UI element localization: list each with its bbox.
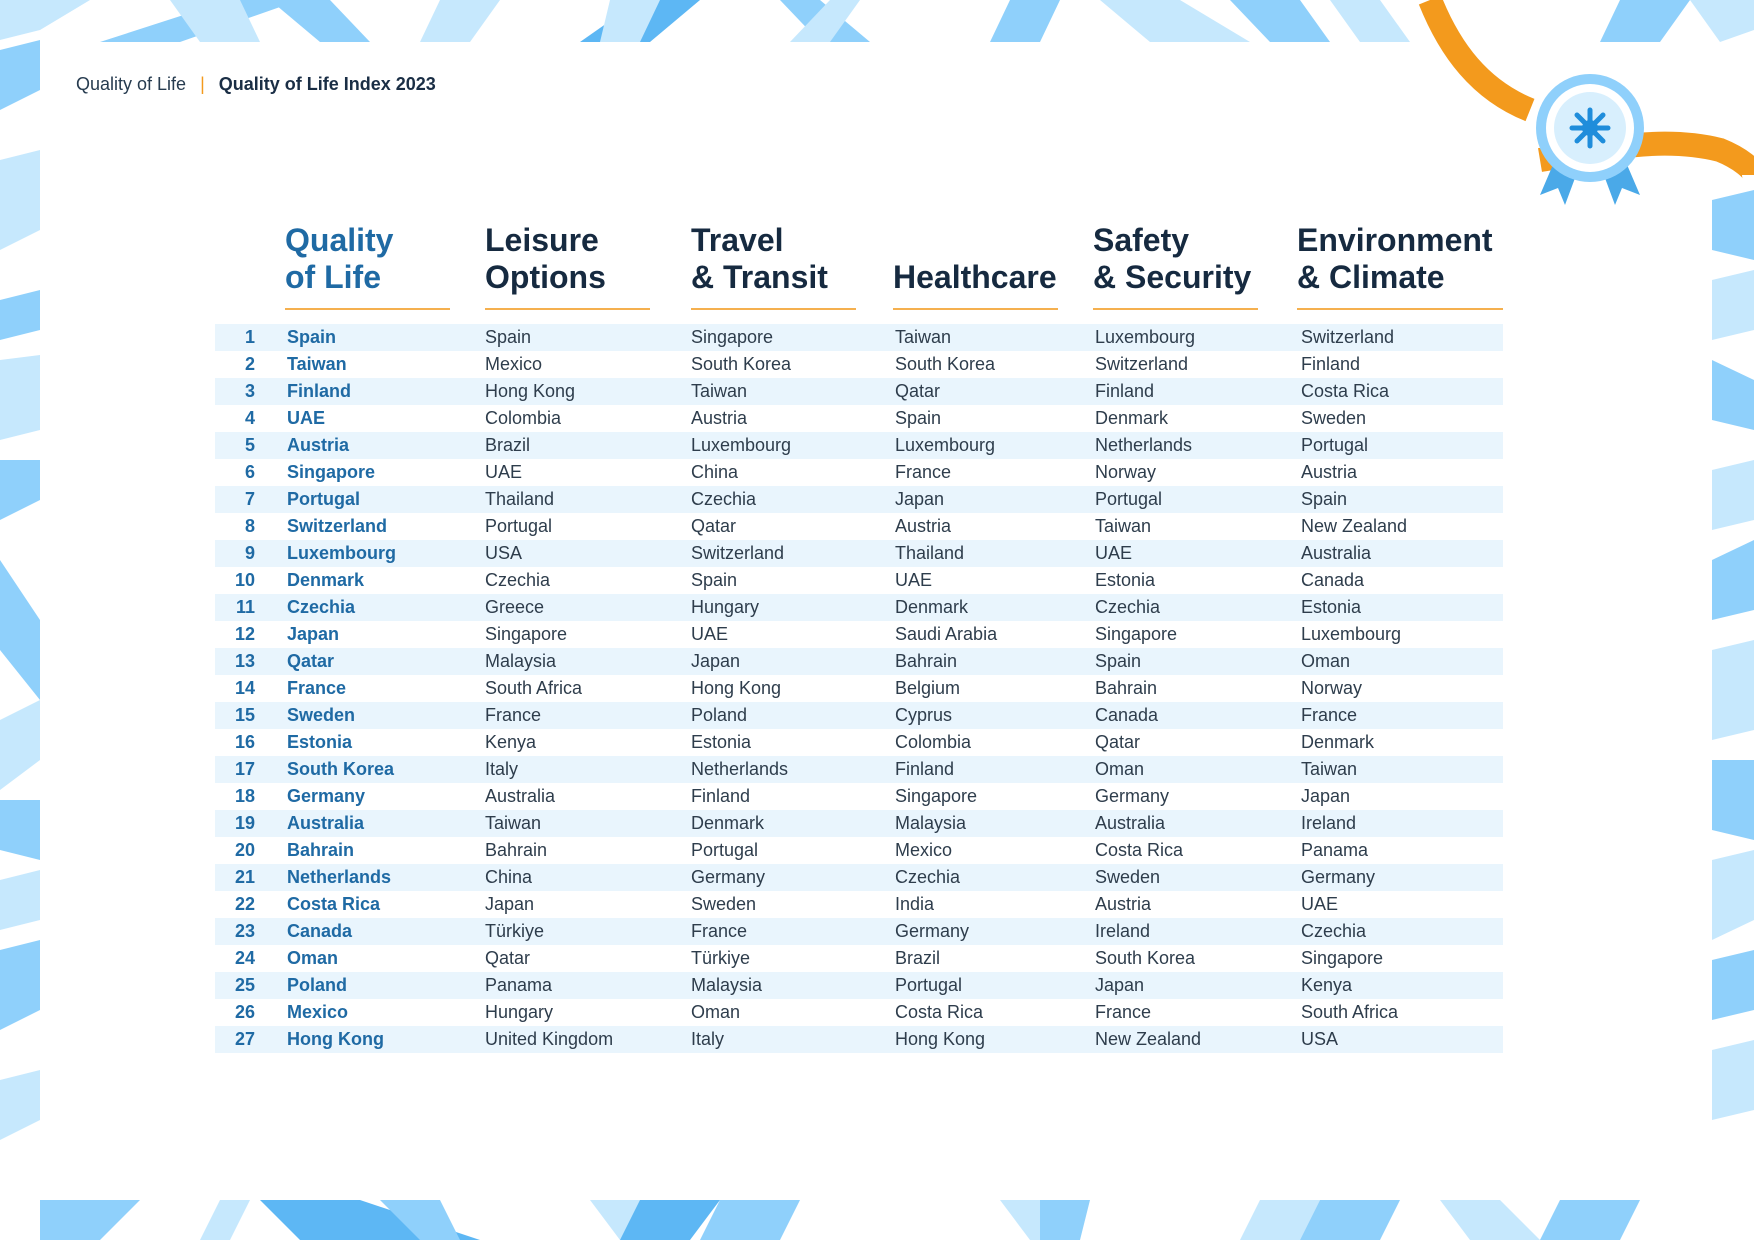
table-cell: Brazil (485, 435, 531, 455)
table-cell: South Korea (691, 354, 792, 374)
table-cell: Colombia (485, 408, 562, 428)
table-cell: India (895, 894, 935, 914)
table-cell: South Korea (895, 354, 996, 374)
table-cell: Qatar (287, 651, 335, 671)
table-cell: Qatar (895, 381, 941, 401)
table-row (215, 594, 1503, 621)
table-cell: UAE (1095, 543, 1133, 563)
table-row (215, 486, 1503, 513)
table-cell: Italy (691, 1029, 725, 1049)
table-cell: Australia (1301, 543, 1372, 563)
table-row (215, 513, 1503, 540)
table-cell: Spain (895, 408, 942, 428)
rank-number: 1 (244, 327, 255, 347)
table-cell: Ireland (1095, 921, 1151, 941)
rank-number: 7 (244, 489, 255, 509)
rank-number: 2 (244, 354, 255, 374)
table-cell: Netherlands (1095, 435, 1193, 455)
table-cell: China (691, 462, 739, 482)
table-cell: Japan (1095, 975, 1145, 995)
rank-number: 14 (234, 678, 255, 698)
table-cell: Japan (1301, 786, 1351, 806)
rank-number: 12 (234, 624, 255, 644)
rank-number: 22 (234, 894, 255, 914)
table-cell: Czechia (1301, 921, 1367, 941)
rank-number: 5 (244, 435, 255, 455)
rank-number: 27 (234, 1029, 255, 1049)
table-cell: Luxembourg (287, 543, 397, 563)
table-cell: Sweden (1095, 867, 1161, 887)
table-row (215, 621, 1503, 648)
table-cell: Australia (1095, 813, 1166, 833)
table-cell: Taiwan (1095, 516, 1152, 536)
table-cell: Netherlands (287, 867, 392, 887)
table-row (215, 351, 1503, 378)
table-cell: Austria (1095, 894, 1152, 914)
table-cell: USA (1301, 1029, 1339, 1049)
table-cell: Portugal (1301, 435, 1369, 455)
table-row (215, 702, 1503, 729)
table-cell: Spain (1095, 651, 1142, 671)
rank-number: 20 (234, 840, 255, 860)
table-cell: UAE (691, 624, 729, 644)
table-cell: Cyprus (895, 705, 953, 725)
table-cell: Estonia (1095, 570, 1156, 590)
table-cell: Singapore (1095, 624, 1178, 644)
table-row (215, 972, 1503, 999)
table-cell: Denmark (1301, 732, 1375, 752)
header-travel-transit: Travel & Transit (691, 200, 856, 310)
table-cell: Luxembourg (1095, 327, 1196, 347)
table-cell: France (691, 921, 748, 941)
table-cell: South Africa (485, 678, 583, 698)
table-cell: Malaysia (485, 651, 557, 671)
table-cell: Finland (895, 759, 955, 779)
table-cell: Singapore (895, 786, 978, 806)
table-cell: Estonia (691, 732, 752, 752)
rank-number: 9 (244, 543, 255, 563)
table-cell: UAE (485, 462, 523, 482)
table-row (215, 756, 1503, 783)
table-cell: New Zealand (1095, 1029, 1202, 1049)
table-cell: Estonia (1301, 597, 1362, 617)
table-cell: France (895, 462, 952, 482)
table-cell: New Zealand (1301, 516, 1408, 536)
table-cell: Austria (895, 516, 952, 536)
table-cell: South Korea (1095, 948, 1196, 968)
rank-number: 23 (234, 921, 255, 941)
table-cell: Costa Rica (1301, 381, 1390, 401)
table-cell: Bahrain (895, 651, 958, 671)
header-healthcare: Healthcare (893, 200, 1058, 310)
table-cell: Sweden (1301, 408, 1367, 428)
table-cell: Czechia (287, 597, 356, 617)
table-cell: Oman (691, 1002, 741, 1022)
table-row (215, 864, 1503, 891)
table-row (215, 378, 1503, 405)
table-cell: Hungary (691, 597, 760, 617)
table-cell: Spain (485, 327, 532, 347)
rank-number: 13 (234, 651, 255, 671)
table-cell: Germany (287, 786, 366, 806)
table-cell: Mexico (485, 354, 543, 374)
table-cell: Denmark (691, 813, 765, 833)
table-cell: Ireland (1301, 813, 1357, 833)
table-cell: South Korea (287, 759, 395, 779)
table-row (215, 540, 1503, 567)
table-cell: Singapore (691, 327, 774, 347)
table-cell: Hong Kong (485, 381, 576, 401)
table-cell: Malaysia (691, 975, 763, 995)
table-cell: UAE (287, 408, 326, 428)
table-header-row (215, 200, 1503, 296)
ranking-table (215, 200, 1503, 1053)
table-cell: Belgium (895, 678, 961, 698)
table-cell: Türkiye (485, 921, 545, 941)
table-cell: Germany (895, 921, 970, 941)
table-cell: Hong Kong (895, 1029, 986, 1049)
table-row (215, 459, 1503, 486)
table-cell: Panama (1301, 840, 1369, 860)
table-cell: Czechia (1095, 597, 1161, 617)
table-cell: Sweden (691, 894, 757, 914)
table-cell: France (1301, 705, 1358, 725)
table-cell: Costa Rica (287, 894, 381, 914)
rosette-badge-icon (1520, 60, 1660, 210)
table-cell: France (485, 705, 542, 725)
table-cell: Spain (691, 570, 738, 590)
table-cell: Taiwan (485, 813, 542, 833)
table-cell: Hong Kong (691, 678, 782, 698)
table-cell: Hungary (485, 1002, 554, 1022)
table-cell: Singapore (287, 462, 376, 482)
table-row (215, 837, 1503, 864)
table-row (215, 810, 1503, 837)
table-cell: Singapore (1301, 948, 1384, 968)
table-cell: Qatar (1095, 732, 1141, 752)
table-cell: Kenya (1301, 975, 1353, 995)
table-cell: Switzerland (691, 543, 785, 563)
table-cell: Brazil (895, 948, 941, 968)
table-cell: China (485, 867, 533, 887)
table-cell: Finland (1301, 354, 1361, 374)
table-cell: Qatar (485, 948, 531, 968)
table-cell: Czechia (895, 867, 961, 887)
table-cell: Portugal (691, 840, 759, 860)
table-cell: UAE (1301, 894, 1339, 914)
breadcrumb-section[interactable]: Quality of Life (76, 74, 187, 94)
table-cell: Japan (287, 624, 340, 644)
table-row (215, 675, 1503, 702)
table-cell: Mexico (287, 1002, 349, 1022)
rank-number: 26 (234, 1002, 255, 1022)
table-cell: Norway (1301, 678, 1363, 698)
table-cell: Poland (691, 705, 748, 725)
breadcrumb (76, 74, 436, 95)
table-cell: Bahrain (1095, 678, 1158, 698)
table-cell: Finland (691, 786, 751, 806)
table-cell: Germany (1301, 867, 1376, 887)
table-cell: Oman (287, 948, 339, 968)
table-body (215, 324, 1503, 1053)
rank-number: 21 (234, 867, 255, 887)
table-cell: Denmark (895, 597, 969, 617)
table-row (215, 918, 1503, 945)
header-environment-climate: Environment & Climate (1297, 200, 1503, 310)
breadcrumb-separator: | (200, 74, 205, 94)
table-cell: Luxembourg (691, 435, 792, 455)
table-cell: Japan (895, 489, 945, 509)
table-cell: Australia (287, 813, 365, 833)
table-cell: France (287, 678, 347, 698)
table-cell: Germany (691, 867, 766, 887)
table-cell: Spain (287, 327, 337, 347)
rank-number: 3 (244, 381, 255, 401)
table-cell: Portugal (895, 975, 963, 995)
header-quality-of-life: Quality of Life (285, 200, 450, 310)
table-row (215, 945, 1503, 972)
table-cell: Switzerland (1301, 327, 1395, 347)
header-leisure-options: Leisure Options (485, 200, 650, 310)
table-cell: Malaysia (895, 813, 967, 833)
table-cell: Netherlands (691, 759, 789, 779)
table-cell: Colombia (895, 732, 972, 752)
table-cell: Spain (1301, 489, 1348, 509)
table-cell: Canada (1301, 570, 1365, 590)
table-cell: Canada (1095, 705, 1159, 725)
table-cell: Taiwan (287, 354, 347, 374)
table-cell: Thailand (895, 543, 965, 563)
table-cell: Kenya (485, 732, 537, 752)
table-cell: Mexico (895, 840, 953, 860)
rank-number: 4 (244, 408, 255, 428)
table-row (215, 567, 1503, 594)
rank-number: 17 (234, 759, 255, 779)
table-row (215, 432, 1503, 459)
rank-number: 15 (234, 705, 255, 725)
table-cell: Norway (1095, 462, 1157, 482)
table-cell: Austria (287, 435, 350, 455)
table-cell: Oman (1301, 651, 1351, 671)
table-cell: South Africa (1301, 1002, 1399, 1022)
table-cell: Singapore (485, 624, 568, 644)
table-cell: Canada (287, 921, 353, 941)
table-cell: Bahrain (485, 840, 548, 860)
table-row (215, 1026, 1503, 1053)
table-row (215, 405, 1503, 432)
table-cell: United Kingdom (485, 1029, 614, 1049)
table-row (215, 648, 1503, 675)
header-safety-security: Safety & Security (1093, 200, 1258, 310)
rank-number: 18 (234, 786, 255, 806)
table-cell: Thailand (485, 489, 555, 509)
table-cell: Denmark (287, 570, 365, 590)
table-cell: USA (485, 543, 523, 563)
table-cell: Portugal (485, 516, 553, 536)
rank-number: 19 (234, 813, 255, 833)
table-row (215, 783, 1503, 810)
table-cell: France (1095, 1002, 1152, 1022)
table-cell: Switzerland (1095, 354, 1189, 374)
table-cell: Oman (1095, 759, 1145, 779)
rank-number: 16 (234, 732, 255, 752)
table-cell: Luxembourg (1301, 624, 1402, 644)
table-cell: Qatar (691, 516, 737, 536)
table-cell: Costa Rica (895, 1002, 984, 1022)
table-cell: Portugal (1095, 489, 1163, 509)
table-cell: Portugal (287, 489, 361, 509)
rank-number: 6 (244, 462, 255, 482)
table-cell: Japan (485, 894, 535, 914)
table-cell: Germany (1095, 786, 1170, 806)
table-cell: Taiwan (691, 381, 748, 401)
table-cell: Finland (287, 381, 351, 401)
table-cell: Sweden (287, 705, 356, 725)
table-cell: Austria (1301, 462, 1358, 482)
rank-number: 10 (234, 570, 255, 590)
table-cell: Türkiye (691, 948, 751, 968)
table-cell: UAE (895, 570, 933, 590)
table-cell: Luxembourg (895, 435, 996, 455)
table-cell: Taiwan (1301, 759, 1358, 779)
table-cell: Denmark (1095, 408, 1169, 428)
table-cell: Austria (691, 408, 748, 428)
table-cell: Greece (485, 597, 545, 617)
table-cell: Panama (485, 975, 553, 995)
rank-number: 25 (234, 975, 255, 995)
table-cell: Costa Rica (1095, 840, 1184, 860)
table-cell: Italy (485, 759, 519, 779)
table-cell: Bahrain (287, 840, 355, 860)
table-cell: Australia (485, 786, 556, 806)
table-cell: Finland (1095, 381, 1155, 401)
table-row (215, 891, 1503, 918)
table-cell: Hong Kong (287, 1029, 384, 1049)
table-cell: Estonia (287, 732, 353, 752)
rank-number: 24 (234, 948, 255, 968)
table-cell: Taiwan (895, 327, 952, 347)
table-cell: Saudi Arabia (895, 624, 998, 644)
table-cell: Poland (287, 975, 348, 995)
breadcrumb-current: Quality of Life Index 2023 (218, 74, 436, 94)
table-cell: Japan (691, 651, 741, 671)
rank-number: 11 (235, 597, 255, 617)
table-cell: Switzerland (287, 516, 388, 536)
table-row (215, 999, 1503, 1026)
table-cell: Czechia (691, 489, 757, 509)
table-row (215, 729, 1503, 756)
rank-number: 8 (244, 516, 255, 536)
table-cell: Czechia (485, 570, 551, 590)
table-row (215, 324, 1503, 351)
